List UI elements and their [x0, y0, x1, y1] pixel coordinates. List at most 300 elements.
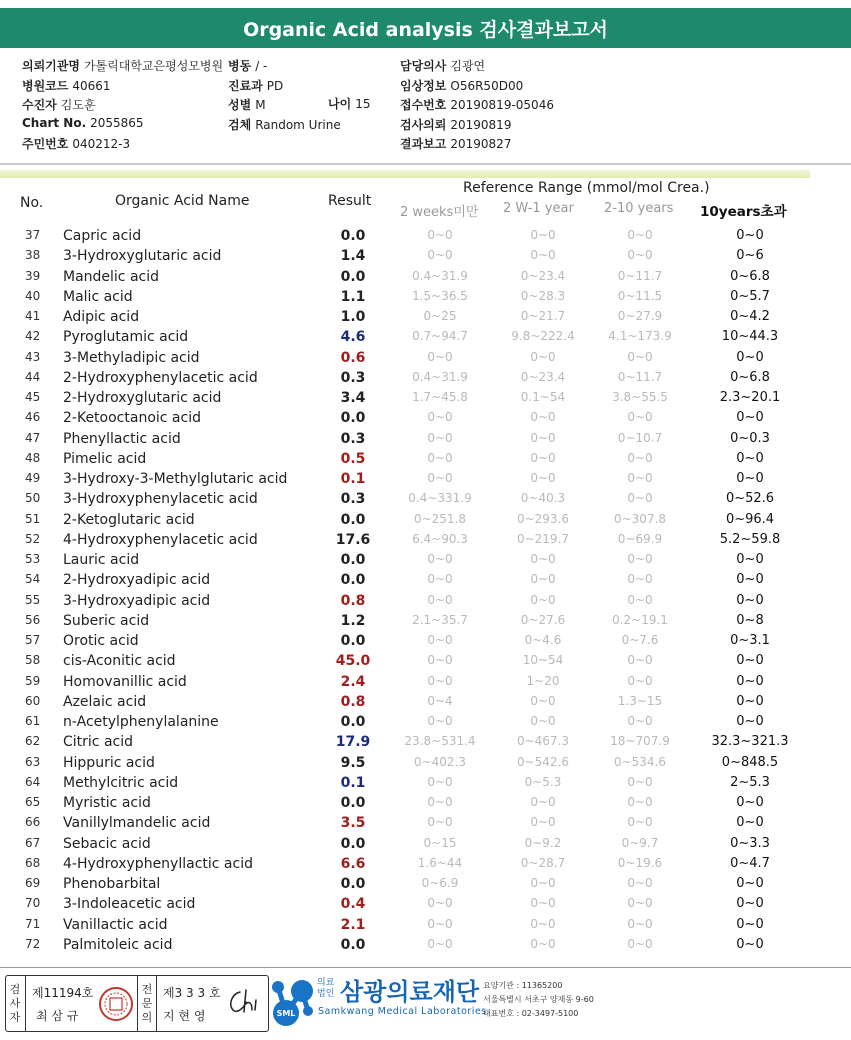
table-row	[0, 917, 851, 937]
range-2-10y: 3.8~55.5	[612, 390, 668, 404]
range-2weeks: 0~0	[427, 430, 453, 445]
range-2w-1y: 0~23.4	[520, 369, 566, 384]
specialist-license: 제3 3 3 호	[163, 986, 221, 1000]
result-value: 0.5	[340, 450, 366, 467]
acid-name: Palmitoleic acid	[63, 936, 173, 953]
range-2-10y: 0~7.6	[621, 633, 659, 647]
company-english-name: Samkwang Medical Laboratories	[318, 1006, 487, 1017]
range-2weeks: 1.6~44	[417, 855, 463, 870]
range-10y-plus: 0~0	[736, 450, 764, 466]
range-2weeks: 2.1~35.7	[412, 612, 468, 627]
row-number: 72	[25, 936, 41, 951]
info-value: 20190819	[450, 117, 512, 132]
acid-name: 3-Hydroxyphenylacetic acid	[63, 491, 258, 508]
range-2w-1y: 0~0	[530, 572, 556, 587]
acid-name: Phenyllactic acid	[63, 430, 181, 447]
range-2w-1y: 0~0	[530, 450, 556, 465]
range-2weeks: 0~0	[427, 916, 453, 931]
range-2weeks: 0~0	[427, 774, 453, 789]
acid-name: 2-Ketoglutaric acid	[63, 511, 195, 528]
table-row	[0, 775, 851, 795]
range-2w-1y: 0~0	[530, 552, 556, 566]
range-2weeks: 0~0	[427, 592, 453, 607]
specialist-name: 지 현 영	[163, 1009, 206, 1023]
result-value: 9.5	[340, 754, 366, 771]
range-2w-1y: 9.8~222.4	[511, 329, 575, 344]
row-number: 61	[25, 714, 41, 728]
table-row	[0, 289, 851, 309]
acid-name: Malic acid	[63, 288, 133, 305]
row-number: 38	[25, 248, 41, 263]
row-number: 64	[25, 774, 41, 789]
range-2-10y: 0~0	[627, 936, 653, 951]
range-2weeks: 0~0	[427, 936, 453, 951]
range-2-10y: 0~19.6	[617, 855, 663, 870]
range-10y-plus: 0~0	[736, 936, 764, 952]
range-2weeks: 0~0	[427, 471, 453, 485]
range-2weeks: 1.7~45.8	[412, 390, 468, 404]
range-10y-plus: 0~0	[736, 815, 764, 831]
range-2w-1y: 0~0	[530, 876, 556, 890]
range-2-10y: 0~0	[627, 248, 653, 263]
examiner-license: 제11194호	[32, 986, 94, 1000]
range-2-10y: 0~11.5	[617, 288, 663, 303]
result-value: 2.4	[340, 673, 366, 690]
table-row	[0, 633, 851, 653]
range-2w-1y: 1~20	[526, 673, 560, 688]
header-range-2weeks: 2 weeks미만	[400, 205, 479, 220]
row-number: 45	[25, 390, 41, 404]
range-2w-1y: 0~0	[530, 228, 556, 242]
row-number: 44	[25, 369, 41, 384]
header-range-2w-1y: 2 W-1 year	[503, 201, 574, 216]
table-row	[0, 552, 851, 572]
result-value: 0.6	[340, 349, 366, 366]
header-name: Organic Acid Name	[115, 193, 250, 209]
range-2w-1y: 0~0	[530, 693, 556, 708]
info-label: 성별	[228, 98, 252, 112]
report-title: Organic Acid analysis 검사결과보고서	[0, 8, 851, 48]
range-10y-plus: 0~0.3	[730, 430, 770, 446]
info-right-2	[400, 96, 554, 113]
result-value: 0.0	[340, 876, 366, 892]
info-label: 담당의사	[400, 59, 447, 73]
range-2w-1y: 0~0	[530, 714, 556, 728]
acid-name: 4-Hydroxyphenyllactic acid	[63, 855, 253, 872]
result-value: 17.6	[335, 531, 371, 548]
range-2w-1y: 0~4.6	[524, 633, 562, 647]
range-2weeks: 0~0	[427, 795, 453, 809]
table-row	[0, 471, 851, 491]
range-2weeks: 0.4~331.9	[408, 491, 472, 506]
acid-name: Sebacic acid	[63, 835, 151, 852]
range-2weeks: 0~0	[427, 572, 453, 587]
info-age	[328, 95, 370, 112]
range-2weeks: 0~25	[423, 309, 457, 323]
table-row	[0, 613, 851, 633]
result-value: 0.3	[340, 369, 366, 386]
examiner-label: 검사자	[9, 983, 21, 1024]
range-2weeks: 0~0	[427, 653, 453, 668]
acid-name: 3-Hydroxy-3-Methylglutaric acid	[63, 471, 288, 487]
result-value: 0.0	[340, 228, 366, 244]
range-10y-plus: 0~0	[736, 673, 764, 689]
table-row	[0, 836, 851, 856]
company-address: 서울특별시 서초구 양재동 9-60	[483, 995, 594, 1004]
header-range-10y-plus: 10years초과	[700, 204, 787, 220]
range-2-10y: 0~0	[627, 653, 653, 668]
row-number: 51	[25, 511, 41, 526]
range-2weeks: 0~402.3	[413, 754, 467, 769]
range-2weeks: 0~0	[427, 633, 453, 647]
info-value: 2055865	[90, 115, 144, 130]
range-2-10y: 0~0	[627, 774, 653, 789]
range-2-10y: 0~0	[627, 916, 653, 931]
specialist-signature-icon	[224, 984, 264, 1020]
row-number: 39	[25, 268, 41, 283]
result-value: 17.9	[335, 734, 371, 751]
signature-box	[5, 975, 269, 1032]
range-10y-plus: 0~0	[736, 916, 764, 932]
range-2-10y: 0~0	[627, 491, 653, 506]
result-value: 0.3	[340, 430, 366, 447]
result-value: 1.4	[340, 248, 366, 265]
range-2-10y: 0~0	[627, 471, 653, 485]
result-value: 2.1	[340, 916, 366, 933]
table-row	[0, 228, 851, 248]
table-row	[0, 937, 851, 957]
range-2weeks: 0~0	[427, 896, 453, 911]
acid-name: Myristic acid	[63, 795, 151, 811]
info-value: 김도훈	[60, 98, 96, 112]
acid-name: Phenobarbital	[63, 876, 161, 892]
institution-code: 요양기관 : 11365200	[483, 981, 563, 990]
range-2w-1y: 0~542.6	[516, 754, 570, 769]
range-2-10y: 0~11.7	[617, 268, 663, 283]
range-10y-plus: 0~96.4	[725, 511, 775, 527]
range-2-10y: 0~0	[627, 795, 653, 809]
row-number: 57	[25, 633, 41, 647]
info-left-1	[22, 77, 111, 94]
result-value: 0.3	[340, 491, 366, 508]
range-2weeks: 0~251.8	[413, 511, 467, 526]
range-10y-plus: 0~3.3	[730, 835, 770, 851]
table-row	[0, 451, 851, 471]
row-number: 41	[25, 309, 41, 323]
info-right-4	[400, 135, 511, 152]
table-row	[0, 755, 851, 775]
acid-name: Methylcitric acid	[63, 774, 179, 791]
info-age-label: 나이	[328, 97, 352, 111]
range-10y-plus: 0~0	[736, 410, 764, 426]
range-2weeks: 6.4~90.3	[412, 531, 468, 546]
result-value: 6.6	[340, 855, 366, 872]
specialist-label: 전문의	[141, 983, 153, 1024]
header-highlight	[0, 170, 810, 178]
row-number: 58	[25, 653, 41, 668]
range-2-10y: 0~0	[627, 572, 653, 587]
info-label: 검사의뢰	[400, 117, 447, 132]
row-number: 55	[25, 592, 41, 607]
info-middle-2	[228, 96, 266, 113]
result-value: 0.0	[340, 714, 366, 730]
result-value: 0.0	[340, 795, 366, 811]
result-value: 0.0	[340, 268, 366, 285]
range-10y-plus: 2.3~20.1	[719, 390, 781, 405]
range-10y-plus: 0~3.1	[730, 633, 770, 648]
acid-name: Adipic acid	[63, 309, 140, 325]
info-value: 040212-3	[72, 137, 131, 151]
info-left-2	[22, 96, 96, 113]
range-2-10y: 0~10.7	[617, 430, 663, 445]
range-10y-plus: 0~0	[736, 876, 764, 891]
table-row	[0, 512, 851, 532]
range-2-10y: 0~69.9	[617, 531, 663, 546]
row-number: 69	[25, 876, 41, 890]
table-row	[0, 491, 851, 511]
range-2w-1y: 0~28.7	[520, 855, 566, 870]
range-2weeks: 0~0	[427, 228, 453, 242]
result-value: 1.2	[340, 612, 366, 629]
range-2w-1y: 0~0	[530, 896, 556, 911]
range-2weeks: 23.8~531.4	[404, 734, 476, 749]
row-number: 48	[25, 450, 41, 465]
info-left-4	[22, 135, 130, 152]
range-2weeks: 0.4~31.9	[412, 369, 468, 384]
info-label: 수진자	[22, 98, 57, 112]
acid-name: 3-Indoleacetic acid	[63, 896, 196, 913]
examiner-seal-icon	[98, 986, 134, 1022]
range-2-10y: 0~9.7	[621, 835, 659, 850]
range-2weeks: 0~0	[427, 248, 453, 263]
row-number: 49	[25, 471, 41, 485]
range-2weeks: 0.4~31.9	[412, 268, 468, 283]
range-2weeks: 0~0	[427, 410, 453, 425]
info-label: 접수번호	[400, 98, 447, 112]
table-row	[0, 410, 851, 430]
result-value: 0.4	[340, 896, 366, 913]
range-10y-plus: 5.2~59.8	[719, 531, 781, 547]
acid-name: 2-Hydroxyphenylacetic acid	[63, 369, 258, 386]
range-2weeks: 0~15	[423, 835, 457, 850]
range-10y-plus: 0~4.2	[730, 309, 770, 324]
range-2-10y: 0~0	[627, 552, 653, 566]
info-label: Chart No.	[22, 115, 87, 130]
range-2weeks: 0~4	[427, 693, 453, 708]
acid-name: 3-Hydroxyadipic acid	[63, 592, 211, 609]
range-10y-plus: 0~6	[736, 248, 764, 264]
info-right-0	[400, 57, 485, 74]
result-value: 3.4	[340, 390, 366, 406]
range-2-10y: 0~0	[627, 228, 653, 242]
acid-name: Suberic acid	[63, 612, 150, 629]
row-number: 71	[25, 916, 41, 931]
info-label: 진료과	[228, 78, 263, 93]
info-right-3	[400, 116, 511, 133]
range-10y-plus: 32.3~321.3	[711, 734, 789, 750]
table-row	[0, 896, 851, 916]
range-2w-1y: 0~27.6	[520, 612, 566, 627]
table-row	[0, 309, 851, 329]
acid-name: 2-Hydroxyglutaric acid	[63, 390, 222, 406]
range-10y-plus: 0~0	[736, 572, 764, 588]
row-number: 42	[25, 329, 41, 344]
header-range-2-10y: 2-10 years	[604, 201, 674, 216]
range-2-10y: 0~534.6	[613, 754, 667, 769]
range-2w-1y: 0~293.6	[516, 511, 570, 526]
acid-name: Vanillylmandelic acid	[63, 815, 211, 832]
info-value: M	[255, 98, 266, 112]
row-number: 47	[25, 430, 41, 445]
range-2-10y: 0~0	[627, 815, 653, 830]
range-2weeks: 0.7~94.7	[412, 329, 468, 344]
range-10y-plus: 0~0	[736, 228, 764, 243]
row-number: 67	[25, 835, 41, 850]
info-value: 20190827	[450, 137, 512, 151]
range-2w-1y: 0~0	[530, 248, 556, 263]
result-value: 0.0	[340, 835, 366, 852]
sml-logo-icon	[270, 975, 318, 1027]
range-10y-plus: 0~0	[736, 795, 764, 810]
range-2w-1y: 0~0	[530, 916, 556, 931]
range-2-10y: 0.2~19.1	[612, 612, 668, 627]
acid-name: Lauric acid	[63, 552, 140, 568]
range-2w-1y: 0~28.3	[520, 288, 566, 303]
range-10y-plus: 0~5.7	[730, 288, 770, 304]
acid-name: Azelaic acid	[63, 693, 147, 710]
acid-name: Hippuric acid	[63, 754, 155, 771]
row-number: 65	[25, 795, 41, 809]
info-value: 가톨릭대학교은평성모병원	[83, 59, 224, 73]
range-10y-plus: 10~44.3	[721, 329, 779, 345]
acid-name: n-Acetylphenylalanine	[63, 714, 219, 730]
result-value: 4.6	[340, 329, 366, 346]
table-row	[0, 390, 851, 410]
result-value: 0.8	[340, 693, 366, 710]
range-2-10y: 0~27.9	[617, 309, 663, 323]
logo-text: SML	[276, 1009, 296, 1018]
table-row	[0, 694, 851, 714]
range-2-10y: 0~307.8	[613, 511, 667, 526]
range-2weeks: 0~0	[427, 349, 453, 364]
info-middle-1	[228, 77, 283, 94]
acid-name: 3-Methyladipic acid	[63, 349, 200, 366]
range-2w-1y: 0.1~54	[520, 390, 566, 404]
table-row	[0, 815, 851, 835]
info-label: 결과보고	[400, 137, 447, 151]
range-2weeks: 0~0	[427, 552, 453, 566]
range-2-10y: 4.1~173.9	[608, 329, 672, 344]
range-10y-plus: 0~6.8	[730, 268, 770, 284]
examiner-name: 최 삼 규	[36, 1009, 79, 1023]
table-row	[0, 532, 851, 552]
table-row	[0, 329, 851, 349]
range-10y-plus: 0~848.5	[721, 754, 779, 770]
range-2-10y: 0~0	[627, 714, 653, 728]
footer-divider	[0, 967, 851, 968]
range-2w-1y: 0~0	[530, 936, 556, 951]
range-2-10y: 18~707.9	[610, 734, 670, 749]
acid-name: Vanillactic acid	[63, 916, 168, 933]
info-right-1	[400, 77, 523, 94]
table-row	[0, 876, 851, 896]
row-number: 60	[25, 693, 41, 708]
range-2-10y: 0~0	[627, 876, 653, 890]
info-middle-0	[228, 57, 267, 74]
range-10y-plus: 0~8	[736, 612, 764, 628]
range-2-10y: 0~0	[627, 450, 653, 465]
header-result: Result	[328, 193, 372, 209]
result-value: 0.0	[340, 572, 366, 589]
info-age-value: 15	[355, 97, 371, 111]
range-2-10y: 0~0	[627, 896, 653, 911]
range-10y-plus: 0~0	[736, 714, 764, 729]
row-number: 50	[25, 491, 41, 506]
range-2weeks: 0~6.9	[421, 876, 459, 890]
result-value: 1.1	[340, 288, 366, 305]
range-2-10y: 1.3~15	[617, 693, 663, 708]
info-left-3	[22, 116, 144, 130]
row-number: 62	[25, 734, 41, 749]
range-10y-plus: 0~0	[736, 693, 764, 709]
row-number: 56	[25, 612, 41, 627]
acid-name: Pimelic acid	[63, 450, 147, 467]
acid-name: cis-Aconitic acid	[63, 653, 176, 670]
row-number: 59	[25, 673, 41, 688]
company-phone: 대표번호 : 02-3497-5100	[483, 1009, 579, 1018]
table-row	[0, 593, 851, 613]
info-middle-3	[228, 116, 341, 133]
acid-name: Citric acid	[63, 734, 133, 751]
range-2-10y: 0~0	[627, 349, 653, 364]
row-number: 54	[25, 572, 41, 587]
result-value: 3.5	[340, 815, 366, 832]
result-value: 0.0	[340, 552, 366, 568]
range-10y-plus: 0~52.6	[725, 491, 775, 507]
info-value: 40661	[72, 78, 111, 93]
result-value: 0.0	[340, 511, 366, 528]
table-row	[0, 856, 851, 876]
table-row	[0, 734, 851, 754]
acid-name: Mandelic acid	[63, 268, 160, 285]
range-2w-1y: 0~0	[530, 349, 556, 364]
range-10y-plus: 2~5.3	[730, 774, 770, 790]
range-2w-1y: 0~21.7	[520, 309, 566, 323]
info-label: 병원코드	[22, 78, 69, 93]
range-10y-plus: 0~0	[736, 896, 764, 912]
row-number: 70	[25, 896, 41, 911]
range-2w-1y: 0~219.7	[516, 531, 570, 546]
range-10y-plus: 0~0	[736, 552, 764, 567]
info-value: Random Urine	[255, 117, 341, 132]
row-number: 66	[25, 815, 41, 830]
result-value: 0.1	[340, 774, 366, 791]
result-value: 1.0	[340, 309, 366, 325]
range-2-10y: 0~11.7	[617, 369, 663, 384]
result-value: 0.8	[340, 592, 366, 609]
row-number: 68	[25, 855, 41, 870]
acid-name: Homovanillic acid	[63, 673, 187, 690]
row-number: 53	[25, 552, 41, 566]
range-2w-1y: 0~5.3	[524, 774, 562, 789]
table-row	[0, 370, 851, 390]
range-2w-1y: 0~0	[530, 430, 556, 445]
info-value: / -	[255, 59, 268, 73]
info-label: 병동	[228, 59, 252, 73]
info-label: 의뢰기관명	[22, 59, 80, 73]
company-prefix: 의료법인	[317, 978, 335, 999]
table-row	[0, 248, 851, 268]
